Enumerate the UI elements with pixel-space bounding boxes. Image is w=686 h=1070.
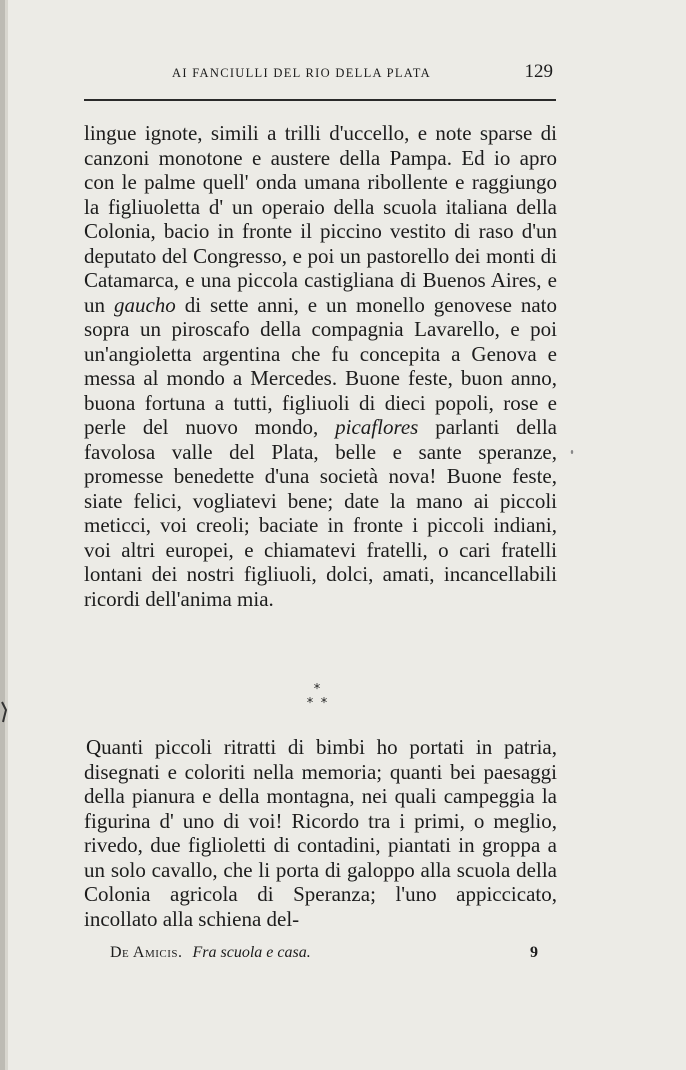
running-title: AI FANCIULLI DEL RIO DELLA PLATA <box>172 66 431 80</box>
asterisk-bottom-left: * <box>306 696 314 710</box>
footer-book-title: Fra scuola e casa. <box>192 944 311 961</box>
paragraph-1 <box>84 121 557 611</box>
page-number: 129 <box>524 61 553 82</box>
asterism-ornament <box>302 680 332 710</box>
italic-picaflores: picaflores <box>335 415 419 439</box>
header-rule <box>84 99 556 101</box>
asterisk-bottom-right: * <box>320 696 328 710</box>
p1-text-start: lingue ignote, simili a trilli d'uccello, e note sparse di canzoni monotone e austere della Pampa. Ed io apro con le palme quell' onda umana ribollente e raggiungo la figliuoletta d' un operaio della scuola italiana della Colonia, bacio in fronte il piccino vestito di raso d'un deputato del Congresso, e poi un pastorello dei monti di Catamarca, e una piccola castigliana di Buenos Aires, e un <box>84 121 557 317</box>
p1-text-middle: di sette anni, e un monello genovese nato sopra un piroscafo della compagnia Lavarello, e poi un'angioletta argentina che fu concepita a Genova e messa al mondo a Mercedes. Buone feste, buon anno, buona fortuna a tutti, figliuoli di dieci popoli, rose e perle del nuovo mondo, <box>84 292 557 439</box>
margin-mark <box>0 700 8 724</box>
binding-shadow <box>5 0 8 1070</box>
p1-text-end: parlanti della favolosa valle del Plata, belle e sante speranze, promesse benedette d'una società nova! Buone feste, siate felici, vogliatevi bene; date la mano ai piccoli meticci, voi creoli; baciate in fronte i piccoli indiani, voi altri europei, e chiamatevi fratelli, o cari fratelli lontani dei nostri figliuoli, dolci, amati, incancellabili ricordi dell'anima mia. <box>84 415 557 611</box>
page-footer <box>110 944 540 968</box>
paragraph-2: Quanti piccoli ritratti di bimbi ho portati in patria, disegnati e coloriti nella memoria; quanti bei paesaggi della pianura e della montagna, nei quali campeggia la figurina d' uno di voi! Ricordo tra i primi, o meglio, rivedo, due figlioletti di contadini, piantati in groppa a un solo cavallo, che li porta di galoppo alla scuola della Colonia agricola di Speranza; l'uno appiccicato, incollato alla schiena del- <box>84 735 557 931</box>
page-header <box>84 61 557 90</box>
footer-author: De Amicis. <box>110 944 183 961</box>
asterisk-top: * <box>313 682 321 697</box>
signature-number: 9 <box>530 944 538 961</box>
italic-gaucho: gaucho <box>113 292 176 317</box>
paper-speck <box>570 449 574 455</box>
